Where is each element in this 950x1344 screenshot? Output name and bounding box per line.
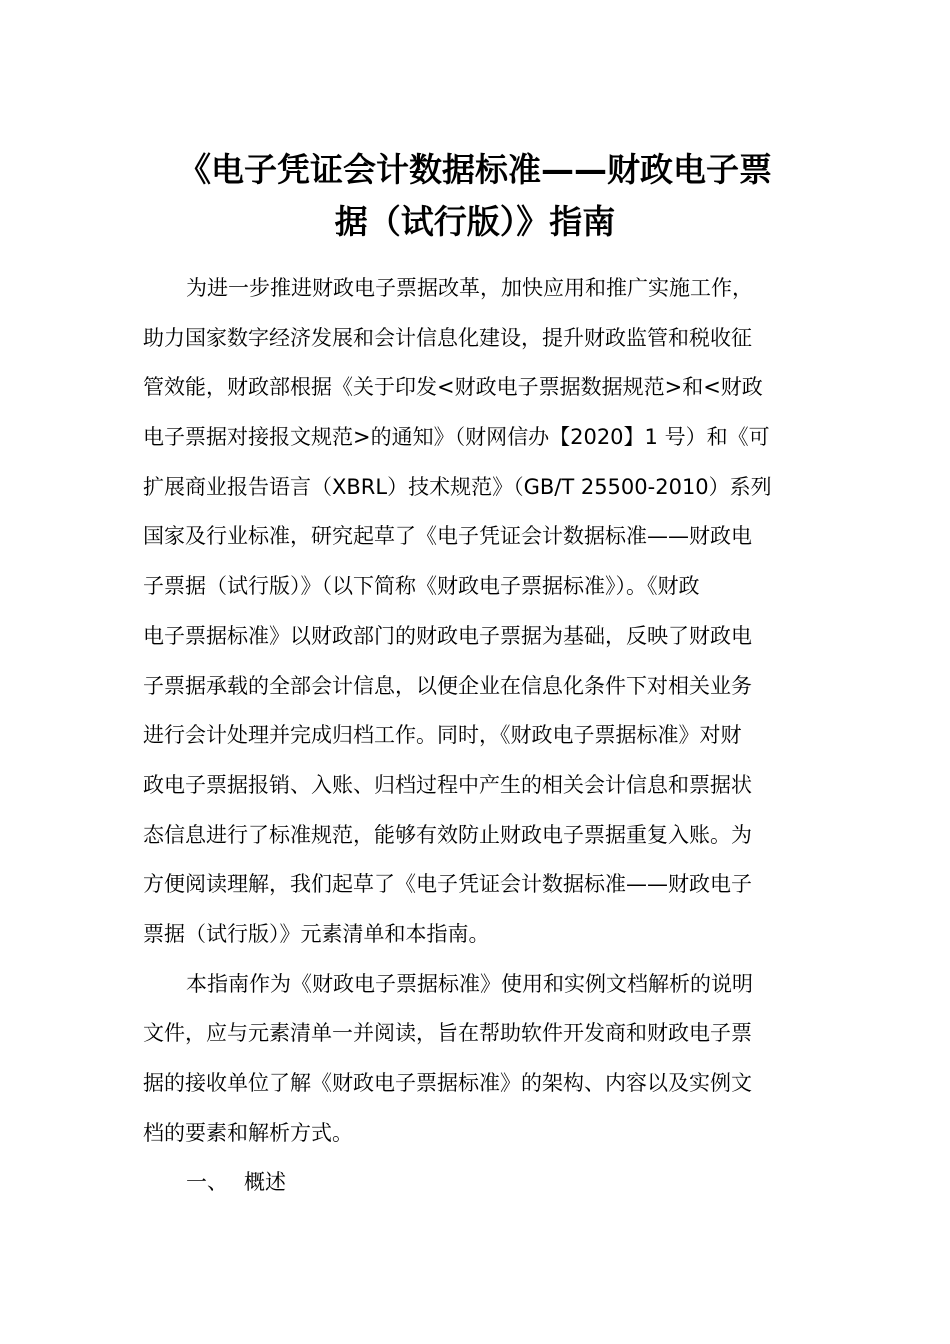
body-text — [143, 264, 807, 1208]
title-line-2: 据（试行版）》指南 — [334, 202, 616, 241]
paragraph-line: 电子票据标准》以财政部门的财政电子票据为基础，反映了财政电 — [143, 623, 752, 648]
paragraph-line: 票据（试行版）》元素清单和本指南。 — [143, 921, 490, 946]
title-line-1: 《电子凭证会计数据标准——财政电子票 — [178, 150, 772, 189]
paragraph-line: 档的要素和解析方式。 — [143, 1120, 353, 1145]
section-number: 一、 — [186, 1170, 228, 1195]
paragraph-line: 电子票据对接报文规范>的通知》（财网信办【2020】1 号）和《可 — [143, 425, 770, 450]
paragraph-line: 子票据承载的全部会计信息，以便企业在信息化条件下对相关业务 — [143, 673, 752, 698]
document-title — [140, 144, 810, 248]
paragraph-line: 子票据（试行版）》（以下简称《财政电子票据标准》）。《财政 — [143, 574, 700, 599]
paragraph-1 — [143, 264, 807, 960]
paragraph-line: 扩展商业报告语言（XBRL）技术规范》（GB/T 25500-2010）系列 — [143, 474, 772, 499]
section-label: 概述 — [244, 1170, 286, 1195]
paragraph-line: 方便阅读理解，我们起草了《电子凭证会计数据标准——财政电子 — [143, 872, 752, 897]
paragraph-line: 政电子票据报销、入账、归档过程中产生的相关会计信息和票据状 — [143, 772, 752, 797]
paragraph-line: 管效能，财政部根据《关于印发<财政电子票据数据规范>和<财政 — [143, 375, 763, 400]
paragraph-line: 为进一步推进财政电子票据改革，加快应用和推广实施工作， — [186, 276, 753, 300]
paragraph-line: 态信息进行了标准规范，能够有效防止财政电子票据重复入账。为 — [143, 822, 752, 847]
paragraph-line: 文件，应与元素清单一并阅读，旨在帮助软件开发商和财政电子票 — [143, 1021, 752, 1046]
paragraph-line: 助力国家数字经济发展和会计信息化建设，提升财政监管和税收征 — [143, 325, 752, 350]
paragraph-line: 进行会计处理并完成归档工作。同时，《财政电子票据标准》对财 — [143, 723, 742, 748]
paragraph-line: 据的接收单位了解《财政电子票据标准》的架构、内容以及实例文 — [143, 1071, 752, 1095]
section-heading-overview — [143, 1158, 807, 1208]
paragraph-2 — [143, 960, 807, 1159]
paragraph-line: 国家及行业标准，研究起草了《电子凭证会计数据标准——财政电 — [143, 524, 752, 549]
paragraph-line: 本指南作为《财政电子票据标准》使用和实例文档解析的说明 — [186, 971, 753, 996]
